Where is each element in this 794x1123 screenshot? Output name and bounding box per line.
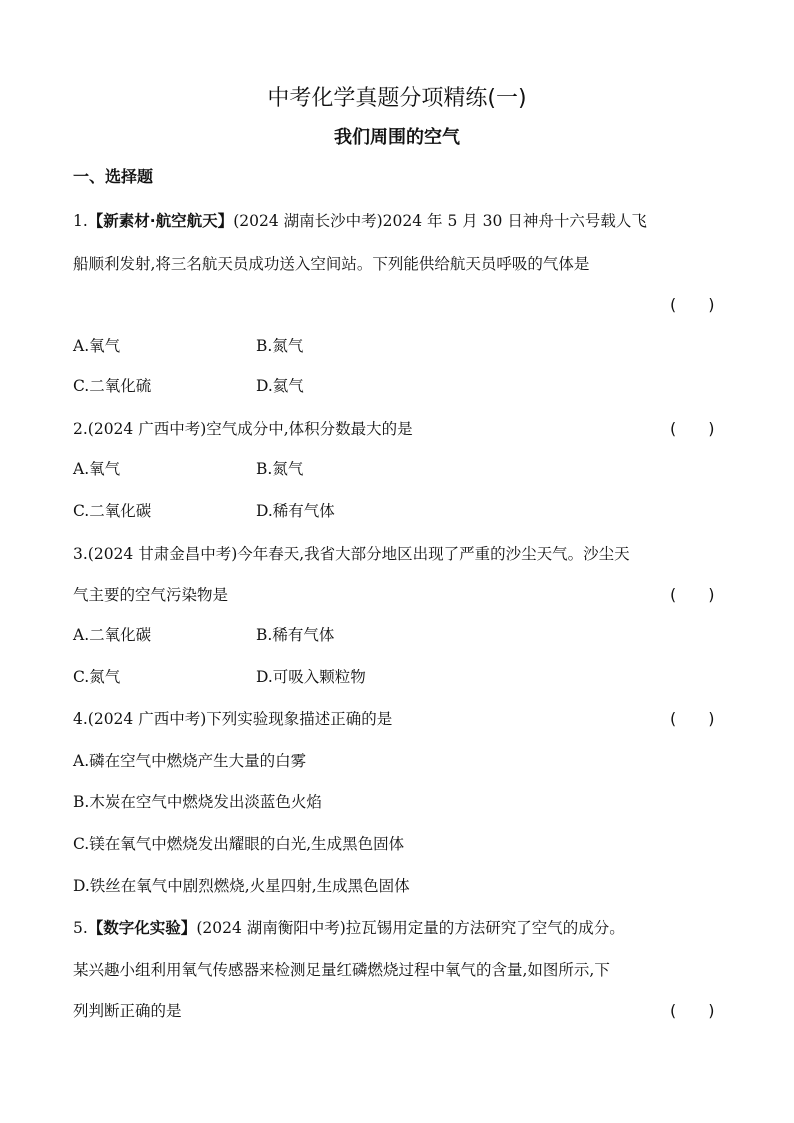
question-2-option-a: A.氧气 <box>73 460 121 478</box>
question-1-option-a: A.氧气 <box>73 337 121 355</box>
question-5-line-1 <box>73 916 723 940</box>
question-1-option-d: D.氦气 <box>256 377 304 395</box>
question-4-option-a: A.磷在空气中燃烧产生大量的白雾 <box>73 752 307 770</box>
question-5-number: 5. <box>73 919 88 937</box>
question-3-option-c: C.氮气 <box>73 668 121 686</box>
question-5-line-2: 某兴趣小组利用氧气传感器来检测足量红磷燃烧过程中氧气的含量,如图所示,下 <box>73 961 610 979</box>
question-1-line-2: 船顺利发射,将三名航天员成功送入空间站。下列能供给航天员呼吸的气体是 <box>73 255 590 273</box>
question-3-option-d: D.可吸入颗粒物 <box>256 668 366 686</box>
question-4-option-d: D.铁丝在氧气中剧烈燃烧,火星四射,生成黑色固体 <box>73 877 410 895</box>
question-2-option-d: D.稀有气体 <box>256 502 335 520</box>
page-subtitle: 我们周围的空气 <box>334 127 460 148</box>
question-3-option-a: A.二氧化碳 <box>73 626 152 644</box>
question-3-option-b: B.稀有气体 <box>256 626 335 644</box>
question-1-number: 1. <box>73 212 88 230</box>
section-heading: 一、选择题 <box>73 167 154 186</box>
question-5-tag: 【数字化实验】 <box>87 919 197 937</box>
answer-bracket: ( ) <box>670 295 715 314</box>
answer-bracket: ( ) <box>670 585 715 604</box>
question-4-line-1: 4.(2024 广西中考)下列实验现象描述正确的是 <box>73 710 393 728</box>
question-1-option-b: B.氮气 <box>256 337 304 355</box>
question-4-option-b: B.木炭在空气中燃烧发出淡蓝色火焰 <box>73 793 322 811</box>
question-1-line-1 <box>73 209 723 233</box>
page-title: 中考化学真题分项精练(一) <box>267 86 527 111</box>
question-2-option-c: C.二氧化碳 <box>73 502 152 520</box>
question-3-line-2: 气主要的空气污染物是 <box>73 586 229 604</box>
question-1-text: (2024 湖南长沙中考)2024 年 5 月 30 日神舟十六号载人飞 <box>233 212 647 230</box>
answer-bracket: ( ) <box>670 709 715 728</box>
question-1-tag: 【新素材·航空航天】 <box>87 212 234 230</box>
answer-bracket: ( ) <box>670 419 715 438</box>
answer-bracket: ( ) <box>670 1001 715 1020</box>
question-2-line-1: 2.(2024 广西中考)空气成分中,体积分数最大的是 <box>73 420 413 438</box>
question-3-line-1: 3.(2024 甘肃金昌中考)今年春天,我省大部分地区出现了严重的沙尘天气。沙尘天 <box>73 545 630 563</box>
question-2-option-b: B.氮气 <box>256 460 304 478</box>
question-5-text: (2024 湖南衡阳中考)拉瓦锡用定量的方法研究了空气的成分。 <box>196 919 625 937</box>
question-5-line-3: 列判断正确的是 <box>73 1002 182 1020</box>
question-1-option-c: C.二氧化硫 <box>73 377 152 395</box>
question-4-option-c: C.镁在氧气中燃烧发出耀眼的白光,生成黑色固体 <box>73 835 405 853</box>
